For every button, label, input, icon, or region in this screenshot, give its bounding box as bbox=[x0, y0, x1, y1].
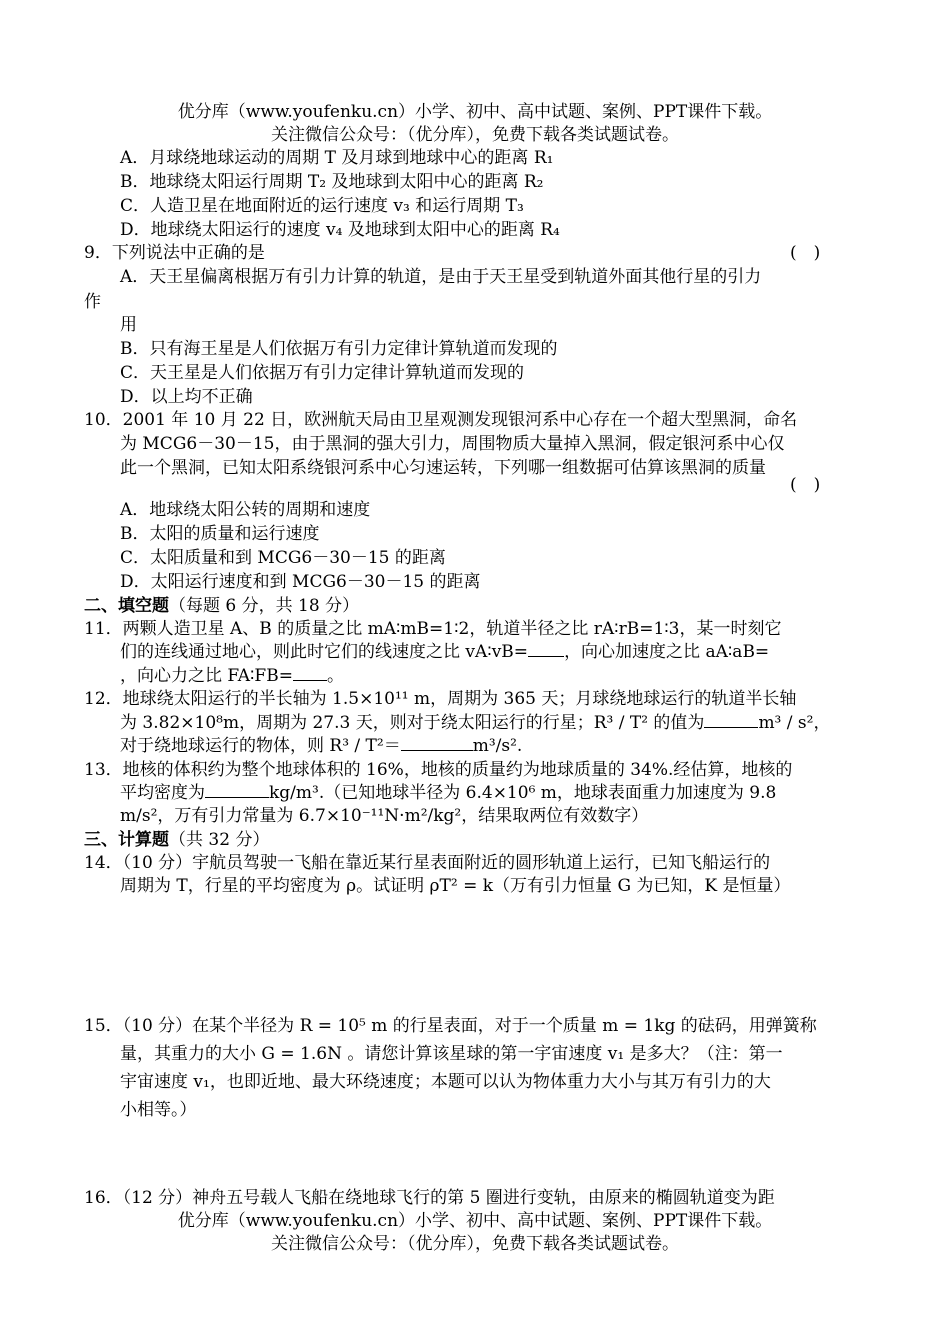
q9-option-d: D．以上均不正确 bbox=[120, 387, 253, 407]
q12-sun-label: 为 3.82×10⁸m，周期为 27.3 天，则对于绕太阳运行的行星；R³ / T² 的值为 bbox=[120, 713, 705, 733]
q11-line3 bbox=[120, 661, 344, 686]
section-3-heading bbox=[84, 825, 269, 850]
q12-earth-blank[interactable] bbox=[401, 736, 473, 751]
q8-option-b: B．地球绕太阳运行周期 T₂ 及地球到太阳中心的距离 R₂ bbox=[120, 172, 544, 192]
q10-option-d: D．太阳运行速度和到 MCG6－30－15 的距离 bbox=[120, 572, 481, 592]
q8-option-c: C．人造卫星在地面附近的运行速度 v₃ 和运行周期 T₃ bbox=[120, 196, 524, 216]
q8-option-a: A．月球绕地球运动的周期 T 及月球到地球中心的距离 R₁ bbox=[120, 148, 554, 168]
q14-line2: 周期为 T，行星的平均密度为 ρ。试证明 ρT² = k（万有引力恒量 G 为已知，K 是恒量） bbox=[120, 876, 791, 896]
q9-option-a: A．天王星偏离根据万有引力计算的轨道，是由于天王星受到轨道外面其他行星的引力 bbox=[120, 267, 762, 287]
page-header-line2: 关注微信公众号：（优分库），免费下载各类试题试卷。 bbox=[271, 125, 679, 145]
q10-option-a: A．地球绕太阳公转的周期和速度 bbox=[120, 500, 371, 520]
page-header-line1: 优分库（www.youfenku.cn）小学、初中、高中试题、案例、PPT课件下载。 bbox=[177, 102, 773, 122]
q13-density-unit: kg/m³.（已知地球半径为 6.4×10⁶ m，地球表面重力加速度为 9.8 bbox=[269, 783, 777, 803]
q10-answer-paren: ( ) bbox=[790, 475, 821, 495]
section-2-heading bbox=[84, 591, 359, 616]
q9-stem: 9．下列说法中正确的是 bbox=[84, 243, 265, 263]
q9-option-c: C．天王星是人们依据万有引力定律计算轨道而发现的 bbox=[120, 363, 525, 383]
q11-line2 bbox=[120, 637, 769, 662]
q10-option-c: C．太阳质量和到 MCG6－30－15 的距离 bbox=[120, 548, 446, 568]
q9-option-b: B．只有海王星是人们依据万有引力定律计算轨道而发现的 bbox=[120, 339, 558, 359]
q8-option-d: D．地球绕太阳运行的速度 v₄ 及地球到太阳中心的距离 R₄ bbox=[120, 220, 560, 240]
q14-line1: 14．（10 分）宇航员驾驶一飞船在靠近某行星表面附近的圆形轨道上运行，已知飞船运行的 bbox=[84, 853, 771, 873]
q11-line1: 11．两颗人造卫星 A、B 的质量之比 mA∶mB=1∶2，轨道半径之比 rA∶rB=1∶3，某一时刻它 bbox=[84, 619, 782, 639]
q11-force-ratio-label: ，向心力之比 FA∶FB= bbox=[120, 666, 293, 686]
q10-line2: 为 MCG6－30－15，由于黑洞的强大引力，周围物质大量掉入黑洞，假定银河系中心仅 bbox=[120, 434, 785, 454]
section-3-note: （共 32 分） bbox=[169, 830, 270, 850]
q13-density-blank[interactable] bbox=[205, 783, 269, 798]
q15-line2: 量，其重力的大小 G = 1.6N 。请您计算该星球的第一宇宙速度 v₁ 是多大？（注：第一 bbox=[120, 1044, 783, 1064]
q11-velocity-ratio-blank[interactable] bbox=[528, 642, 564, 657]
q13-line2 bbox=[120, 778, 776, 803]
q13-line3: m/s²，万有引力常量为 6.7×10⁻¹¹N·m²/kg²，结果取两位有效数字） bbox=[120, 806, 649, 826]
page-footer-line1: 优分库（www.youfenku.cn）小学、初中、高中试题、案例、PPT课件下载。 bbox=[177, 1211, 773, 1231]
q12-line1: 12．地球绕太阳运行的半长轴为 1.5×10¹¹ m，周期为 365 天；月球绕地球运行的轨道半长轴 bbox=[84, 689, 797, 709]
q12-line2 bbox=[120, 708, 830, 733]
q10-line3: 此一个黑洞，已知太阳系绕银河系中心匀速运转，下列哪一组数据可估算该黑洞的质量 bbox=[120, 458, 766, 478]
q10-line1: 10．2001 年 10 月 22 日，欧洲航天局由卫星观测发现银河系中心存在一个超大型黑洞，命名 bbox=[84, 410, 798, 430]
q11-line3-end: 。 bbox=[326, 666, 344, 686]
page-footer-line2: 关注微信公众号：（优分库），免费下载各类试题试卷。 bbox=[271, 1234, 679, 1254]
q11-velocity-ratio-label: 们的连线通过地心，则此时它们的线速度之比 vA∶vB= bbox=[120, 642, 529, 662]
section-2-note: （每题 6 分，共 18 分） bbox=[169, 596, 360, 616]
q15-line4: 小相等。） bbox=[120, 1100, 197, 1120]
section-3-title: 三、计算题 bbox=[84, 830, 169, 850]
q9-option-a-wrap2: 用 bbox=[120, 315, 137, 335]
q13-line1: 13．地核的体积约为整个地球体积的 16%，地核的质量约为地球质量的 34%.经估算，地核的 bbox=[84, 760, 793, 780]
q11-accel-ratio-label: ，向心加速度之比 aA∶aB= bbox=[564, 642, 770, 662]
q15-line1: 15．（10 分）在某个半径为 R = 10⁵ m 的行星表面，对于一个质量 m = 1kg 的砝码，用弹簧称 bbox=[84, 1016, 817, 1036]
q9-answer-paren: ( ) bbox=[790, 243, 821, 263]
q13-density-label: 平均密度为 bbox=[120, 783, 205, 803]
q9-option-a-wrap: 作 bbox=[84, 292, 101, 312]
q12-line3 bbox=[120, 731, 522, 756]
q16-line1: 16．（12 分）神舟五号载人飞船在绕地球飞行的第 5 圈进行变轨，由原来的椭圆轨道变为距 bbox=[84, 1188, 775, 1208]
q12-sun-unit: m³ / s²， bbox=[758, 713, 831, 733]
q12-earth-unit: m³/s². bbox=[472, 736, 523, 756]
q12-earth-label: 对于绕地球运行的物体，则 R³ / T²＝ bbox=[120, 736, 401, 756]
q10-option-b: B．太阳的质量和运行速度 bbox=[120, 524, 320, 544]
q11-force-ratio-blank[interactable] bbox=[293, 666, 327, 681]
q15-line3: 宇宙速度 v₁，也即近地、最大环绕速度；本题可以认为物体重力大小与其万有引力的大 bbox=[120, 1072, 771, 1092]
q12-sun-blank[interactable] bbox=[704, 713, 758, 728]
section-2-title: 二、填空题 bbox=[84, 596, 169, 616]
